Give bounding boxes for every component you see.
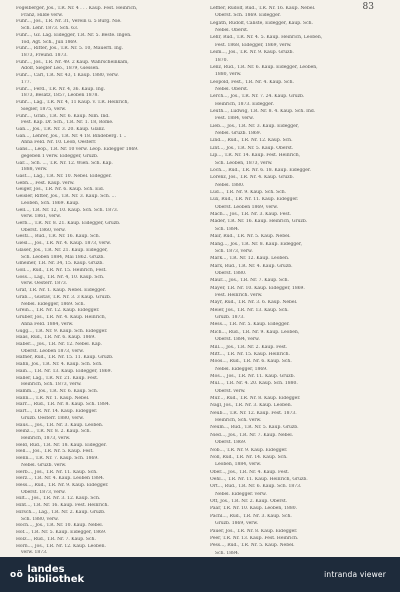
entry-line: Gerb..., T.R. Nr. 8. 21. Kaup. Eidegger, Grüzb. — [16, 221, 121, 226]
viewer-label[interactable]: intranda viewer — [324, 570, 386, 579]
entry-line: Haller, Lag., T.R. Nr. 21. Kaup. Fest. — [16, 375, 99, 381]
entry-line: Sch. 1884. — [215, 550, 240, 556]
entry-line: gegeben 1 verw. Eidegger, Grüzb. — [21, 153, 99, 159]
entry-line: Grein..., T.R. Nr. 12. Kaup. Eidegger. — [16, 308, 100, 314]
entry-line: Pess..., Rud., T.R. Nr. 5. Kaup. Nebel. — [210, 543, 295, 549]
entry-line: Peer, T.R. Nr. 13. Kaup. Fest. Heinrich. — [210, 535, 299, 541]
entry-line: verw. 1873. — [21, 550, 48, 556]
entry-line: Oberst. verw. — [215, 388, 246, 394]
entry-line: Heinrich, 1873. Eidegger. — [215, 101, 274, 107]
entry-line: Gan..., Lehrer, Jos., T.R. Nr. 4 18. Bindeberg. 1 .. — [16, 133, 127, 139]
entry-line: Haber..., Jos., T.R. Nr. 12. Nebel. Kap. — [16, 341, 102, 347]
entry-line: Geisler, Ritter, Jos., T.R. Nr. 3. Kaup. Sch. ... — [16, 194, 116, 200]
entry-line: Hirsch..., Lag., T.R. Nr. 2. Kaup. Grüzb. — [16, 509, 106, 515]
entry-line: Grüzb. 1873. — [215, 315, 245, 321]
entry-line: Hoch..., Jos., T.R. Nr. 10. Kaup. Nebel. — [16, 523, 104, 529]
entry-line: Geiger, Jos., T.R. Nr. 6. Kaup. Sch. Eid. — [16, 187, 105, 193]
entry-line: Fest. Kap. Dr. Sch., T.R. Nr. 1. 18, Rome. — [21, 120, 114, 126]
entry-line: Pachl..., Rud., T.R. Nr. 3. Kaup. Sch. — [210, 513, 292, 519]
entry-line: Nebel. Eidegger, 1869. Sch. — [21, 301, 85, 307]
entry-line: Meier, Jos., T.R. Nr. 13. Kaup. Sch. — [210, 307, 289, 313]
entry-line: Grab..., Gustav, T.R. Nr. 3. 3 Kaup. Grüzb. — [16, 294, 112, 300]
entry-line: Leoben, 1884, verw. — [215, 462, 262, 468]
entry-line: Mader, T.R. Nr. 16. Kaup. Heinrich, Grüzb. — [210, 219, 308, 225]
entry-line: Lehr, Rud., T.R. Nr. 4. 5. Kaup. Heinrich, Leoben, — [210, 35, 323, 41]
entry-line: Gar..., Sch. ..., T.R. Nr. 12. Wien. Sch. Kap. — [16, 160, 113, 166]
entry-line: Leim..., Jos., T.R. Nr. 9. Kaup. Grüzb. — [210, 50, 294, 56]
entry-line: Gmeiner, T.R. Nr. 34, 15. Kaup. Grüzb. — [16, 261, 104, 267]
entry-line: Mitt..., T.R. Nr. 15. Kaup. Heinrich. — [210, 351, 290, 357]
entry-line: Fogelberger, Jos., T.R. Nr. 4 . . . Kaup. Fest. Heinrich, — [16, 6, 138, 11]
entry-line: Lieb..., Jos., T.R. Nr. 3. Kaup. Eidegger, — [210, 123, 299, 129]
entry-line: Paar, T.R. Nr. 10. Kaup. Leoben, 1880. — [210, 506, 298, 512]
entry-line: Fest. 1868, Eidegger, 1869, verw. — [215, 42, 292, 48]
entry-line: Sch. Leoben, 1873, verw. — [215, 160, 273, 166]
entry-line: Nebel. 1880. — [215, 182, 245, 188]
entry-line: Heinrich, Sch. 1873, verw. — [21, 382, 82, 388]
entry-line: Legath, Rudolf, Caliste, Eidegger, Kaup. Sch. — [210, 20, 313, 26]
entry-line: Nied..., Jos., T.R. Nr. 7. Kaup. Nebel. — [210, 432, 294, 438]
library-logo[interactable] — [10, 565, 84, 585]
logo-line-2: bibliothek — [27, 573, 85, 585]
entry-line: verw. Oesterr. 1873. — [21, 281, 68, 287]
entry-line: 1873, Besatz, 1857, Leoben 1878. — [21, 93, 99, 99]
logo-mark: oö — [10, 569, 24, 580]
entry-line: Graf, T.R. Nr. 1. Kaup. Nebel. Eidegger. — [16, 288, 106, 294]
entry-line: Mül..., T.R. Nr. 4. 20. Kaup. Sch. 1880. — [210, 381, 298, 387]
entry-line: Sch. 1880, verw. — [21, 516, 59, 522]
entry-line: Nöb..., T.R. Nr. 9. Kaup. Eidegger. — [210, 447, 288, 453]
entry-line: Sch. 1873, verw. — [215, 248, 253, 254]
entry-line: verw. 1861, verw. — [21, 214, 61, 220]
entry-line: Oberst. Sch. 1869. Eidegger. — [215, 13, 281, 19]
entry-line: Adolf, Siegler Leo., 1879, Giessen. — [21, 66, 100, 72]
entry-line: Leuth..., Ludwig, T.R. Nr. 8. 4. Kaup. Sch. Ind. — [210, 109, 316, 115]
entry-line: Nebel. Eidegger, 1869. — [215, 366, 268, 372]
entry-line: Fuhr..., Ferd., T.R. Nr. 4, 36. Kaup. Ing. — [16, 86, 106, 92]
entry-line: Siegler, 1875, verw. — [21, 106, 67, 112]
entry-line: Oberst. Leoben 1869, verw. — [215, 204, 279, 210]
entry-line: Ober..., Jos., T.R. Nr. 4. Kaup. Fest. — [210, 469, 290, 475]
entry-line: Mang..., Jos., T.R. Nr. 8. Kaup. Eidegger, — [210, 241, 302, 247]
entry-line: Hafner, Rud., T.R. Nr. 15. 11. Kaup. Grüzb. — [16, 355, 114, 361]
entry-line: Neum..., Rud., T.R. Nr. 5. Kaup. Grüzb. — [210, 425, 299, 431]
entry-line: Gestl..., Rud., T.R. Nr. 16. Kaup. Sch. — [16, 234, 101, 240]
entry-line: Haas, Rud., T.R. Nr. 6. Kaup. 1869. — [16, 335, 96, 341]
entry-line: Hess..., Rud., T.R. Nr. 9. Kaup. Eidegger. — [16, 483, 109, 489]
entry-line: Heinrich, 1873, verw. — [21, 436, 71, 441]
entry-line: Fuhr..., Gz. Lag. Eidegger, T.R. Nr. 5. Beste. Ingen. — [16, 32, 132, 38]
entry-line: Held, Rud., T.R. Nr. 18. Kaup. Eidegger. — [16, 442, 107, 448]
page-number: 83 — [362, 2, 374, 12]
entry-line: Glaser, Jos., T.R. Nr. 21. Kaup. Eidegger, — [16, 247, 108, 253]
entry-line: Oberst. 1860, verw. — [21, 227, 66, 233]
entry-line: Neub..., T.R. Nr. 12. Kaup. Fest. 1873. — [210, 410, 297, 416]
entry-line: Mos..., Jos., T.R. Nr. 11. Kaup. Grüzb. — [210, 373, 295, 379]
entry-line: Nebel. Grüzb. 1869. — [215, 131, 262, 137]
entry-line: Fuhr..., Ritter, Jos., T.R. Nr. 5. 10, Mauerfl. Ing. — [16, 46, 124, 52]
entry-line: Mark..., T.R. Nr. 12. Kaup. Leoben. — [210, 256, 290, 262]
entry-line: Oberst. 1873, verw. — [21, 489, 66, 495]
entry-line: Sch. Lehr. 1873. Sch. 63. — [21, 26, 79, 32]
entry-line: Goll..., Rud., T.R. Nr. 15. Heinrich, Fest. — [16, 268, 107, 274]
entry-line: Gast..., Lag., T.R. Nr. 10. Nebel. Eidegger. — [16, 173, 112, 179]
entry-line: Herb..., Jos., T.R. Nr. 11. Kaup. Sch. — [16, 469, 98, 475]
entry-line: Mess..., T.R. Nr. 5. Kaup. Eidegger. — [210, 322, 290, 328]
left-column — [16, 6, 194, 556]
entry-line: Gugg..., T.R. Nr. 9. Kaup. Sch. Eidegger. — [16, 328, 108, 334]
entry-line: Holz..., Rud., T.R. Nr. 7. Kaup. Sch. — [16, 536, 96, 542]
entry-line: Horn..., Jos., T.R. Nr. 12. Kaup. Leoben. — [16, 543, 106, 549]
entry-line: Mach..., Jos., T.R. Nr. 3. Kaup. Fest. — [210, 212, 291, 218]
entry-line: Henn..., T.R. Nr. 7. Kaup. Sch. 1869. — [16, 456, 99, 462]
entry-line: Noll, Rud., T.R. Nr. 14. Kaup. Sch. — [210, 454, 288, 460]
entry-line: Grüzb. 1869, verw. — [215, 521, 259, 527]
logo-text — [27, 565, 84, 585]
entry-line: Gan..., Jos., T.R. Nr. 3. 20. Kaup. Glanz. — [16, 126, 106, 132]
entry-line: Mich..., Rud., T.R. Nr. 9. Kaup. Leoben, — [210, 329, 300, 335]
entry-line: Nebel. Oberst. — [215, 86, 249, 92]
entry-line: Hahn, Jos., T.R. Nr. 4. Kaup. Sch. Sch. — [16, 362, 103, 368]
viewer-footer — [0, 557, 400, 592]
entry-line: Pauer, Jos., T.R. Nr. 8. Kaup. Eidegger. — [210, 528, 298, 534]
entry-line: Haus..., Jos., T.R. Nr. 3. Kaup. Leoben. — [16, 422, 104, 428]
entry-line: 1888, verw. — [21, 167, 48, 173]
entry-line: Loch..., Rud., T.R. Nr. 6. 18. Kaup. Eidegger. — [210, 167, 311, 173]
entry-line: Hart..., T.R. Nr. 14. Kaup. Eidegger. — [16, 409, 98, 415]
entry-line: Fest. Heinrich. verw. — [215, 293, 263, 299]
entry-line: 1870. — [215, 57, 228, 63]
entry-line: Harr..., Rud., T.R. Nr. 8. Kaup. Sch. 1884. — [16, 402, 111, 408]
entry-line: Sch. 1884. — [215, 226, 240, 232]
entry-line: Franz, Hilde verw. — [21, 12, 63, 18]
entry-line: Ort..., Rud., T.R. Nr. 6. Kaup. Sch. 1873. — [210, 484, 302, 490]
entry-line: Ott, Jos., T.R. Nr. 2. Kaup. Oberst. — [210, 499, 288, 505]
entry-line: Oberst. 1884, verw. — [215, 337, 260, 343]
entry-line: Oberst. 1869. — [215, 440, 247, 446]
entry-line: Hamm..., Jos., T.R. Nr. 6. Kaup. Sch. — [16, 388, 99, 394]
entry-line: Hint..., T.R. Nr. 16. Kaup. Fest. Heinrich. — [16, 503, 109, 509]
entry-line: Oehl..., T.R. Nr. 11. Kaup. Heinrich, Grüzb. — [210, 477, 308, 482]
entry-line: Leoben, Sch. 1869. Kaup. — [21, 200, 80, 206]
entry-line: Marx, Rud., T.R. Nr. 4. Kaup. Grüzb. — [210, 263, 293, 269]
entry-line: Giesl..., Jos., T.R. Nr. 4. Kaup. 1873, verw. — [16, 241, 112, 247]
right-column — [210, 6, 388, 556]
entry-line: Oberst. 1880. — [215, 270, 247, 276]
entry-line: 1880, verw. — [215, 72, 242, 78]
entry-line: Grüzb. Oesterr. 1880, verw. — [21, 415, 84, 421]
entry-line: Lux, Rud., T.R. Nr. 11. Kaup. Eidegger. — [210, 197, 299, 203]
entry-line: Lud..., T.R. Nr. 9. Kaup. Sch. Sch. — [210, 189, 287, 195]
entry-line: Oberst. Leoben 1873, verw. — [21, 348, 85, 354]
entry-line: Lind..., Rud., T.R. Nr. 12. Kaup. Sch. — [210, 138, 293, 144]
entry-line: Gebh..., Fest. Kaup. verw. — [16, 180, 75, 186]
entry-line: Fuhr..., Jos., T.R. Nr. 31, Verein u. 5 Bürg. Nie. — [16, 19, 122, 25]
entry-line: 177. — [21, 79, 32, 85]
entry-line: Fuhr..., Lag., T.R. Nr. 4, 11 Kaup. v. T.R. Heinrich, — [16, 100, 129, 106]
entry-line: Fest. 1884, verw. — [215, 116, 254, 122]
entry-line: Göss..., Lag., T.R. Nr. 4, 10. Kaup. Sch. — [16, 274, 105, 280]
entry-line: Leopold, Fest., T.R. Nr. 4. Kaup. Sch. — [210, 79, 294, 85]
entry-line: Fuhr..., Grab., T.R. Nr. 6. Kaup. Nim. Ind. — [16, 113, 110, 119]
entry-line: Mayer, T.R. Nr. 10. Kaup. Eidegger, 1869. — [210, 285, 305, 291]
entry-line: Fuhr..., Carl, T.R. Nr. 43, 1 Kaup. 1880, verw. — [16, 73, 119, 79]
entry-line: Anna Feld. 1884, verw. — [21, 321, 74, 327]
entry-line: Leffler, Rudolf, Rud., T.R. Nr. 16. Kaup. Nebel. — [210, 6, 316, 11]
entry-line: Hell..., Jos., T.R. Nr. 5. Kaup. Fest. — [16, 449, 94, 455]
entry-line: Hann..., T.R. Nr. 1. Kaup. Nebel. — [16, 395, 90, 401]
entry-line: Nebel. Eidegger. verw. — [215, 491, 267, 497]
entry-line: 1873, Freund. 1873. — [21, 53, 68, 59]
entry-line: Lenz, Rud., T.R. Nr. 6. Kaup. Eidegger, Leoben, — [210, 64, 318, 70]
entry-line: Lorenz, Jos., T.R. Nr. 4. Kaup. Grüzb. — [210, 175, 294, 181]
entry-line: Nagl, Jos., T.R. Nr. 3. Kaup. Leoben. — [210, 403, 293, 409]
entry-line: Moos..., Rud., T.R. Nr. 6. Kaup. Sch. — [210, 359, 292, 365]
entry-line: Nebel. Oberst. — [215, 28, 249, 34]
entry-line: Heinz..., T.R. Nr. 8. 2. Kaup. Sch. — [16, 429, 91, 435]
entry-line: Fuhr..., Jos., T.R. Nr. 49. 2 Kaup. Wahrscheinkam, — [16, 59, 129, 65]
entry-line: Mair, Rud., T.R. Nr. 5. Kaup. Nebel. — [210, 234, 291, 240]
entry-line: Hof..., T.R. Nr. 5. Kaup. Eidegger, 1869. — [16, 530, 107, 536]
entry-line: Heinrich, Sch. verw. — [215, 418, 262, 424]
entry-line: Tod, Agt. Sch., Juli 1869. — [21, 39, 78, 45]
entry-line: Lerch..., Jos., T.R. Nr. 7. 24. Kaup. Grüzb. — [210, 94, 305, 100]
entry-line: Gans..., Leop., T.R. Nr. 10 verw. Leop. Eidegger 1869. — [16, 147, 139, 153]
entry-line: Hilt..., Jos., T.R. Nr. 3. 12. Kaup. Sch. — [16, 496, 101, 502]
entry-line: Lip..., T.R. Nr. 14. Kaup. Fest. Heinrich, — [210, 153, 301, 159]
entry-line: Nebel. Grüzb. verw. — [21, 462, 67, 468]
entry-line: Mur..., Rud., T.R. Nr. 8. Kaup. Eidegger. — [210, 396, 301, 402]
entry-line: Mill..., Jos., T.R. Nr. 2. Kaup. Fest. — [210, 344, 288, 350]
entry-line: Maur..., Jos., T.R. Nr. 7. Kaup. Sch. — [210, 278, 289, 284]
entry-line: Gruber, Jos., T.R. Nr. 4. Kaup. Heinrich, — [16, 315, 107, 321]
logo-line-1: landes — [27, 563, 65, 575]
entry-line: Anna Feld. Nr. 10. Leob, Oesterr. — [21, 140, 97, 146]
entry-line: Lint..., Jos., T.R. Nr. 5. Kaup. Oberst. — [210, 145, 294, 151]
entry-line: Sch. Leoben 1884, Mai 1862. Grüzb. — [21, 254, 105, 260]
entry-line: Herz..., T.R. Nr. 4. Kaup. Leoben 1884. — [16, 476, 105, 482]
entry-line: Hain..., T.R. Nr. 13. Kaup. Eidegger, 1869. — [16, 368, 112, 374]
entry-line: Mayr, Rud., T.R. Nr. 3. 6. Kaup. Nebel. — [210, 300, 298, 306]
entry-line: Gell..., T.R. Nr. 12, 10. Kaup. Sch. Sch. 1873. — [16, 207, 119, 213]
